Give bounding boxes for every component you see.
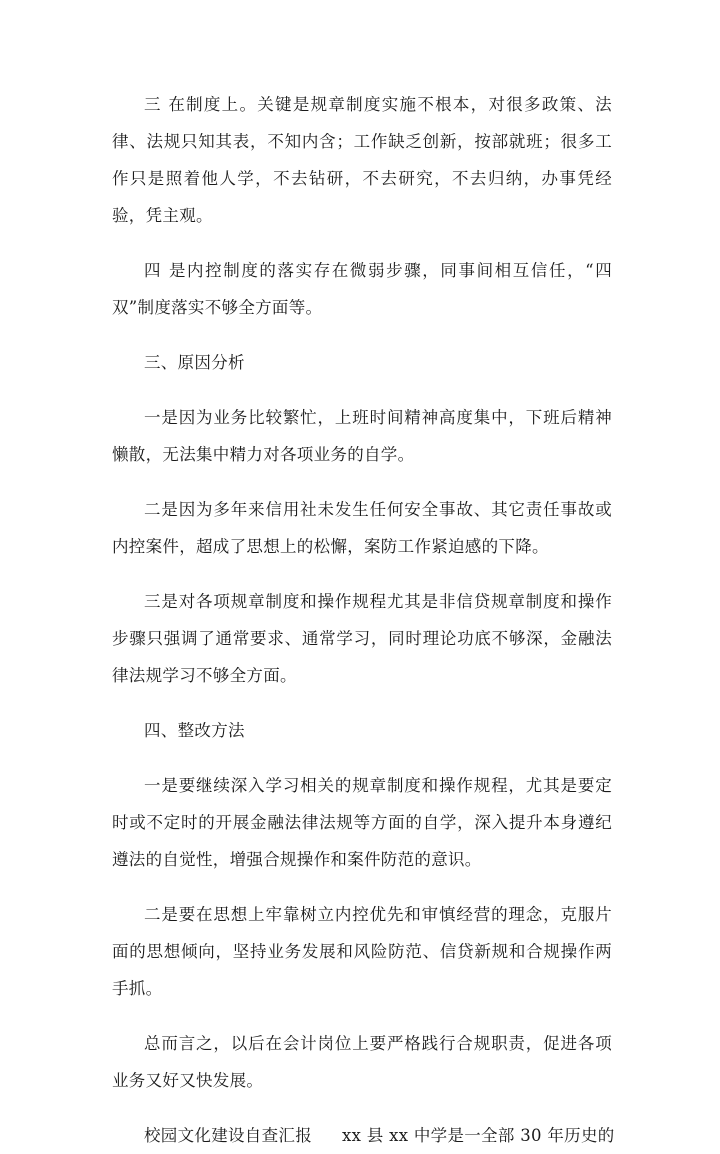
next-section-text: xx 县 xx 中学是一全部 30 年历史的 (342, 1126, 615, 1145)
paragraph-cause-3: 三是对各项规章制度和操作规程尤其是非信贷规章制度和操作步骤只强调了通常要求、通常学习，同时理论功底不够深，金融法律法规学习不够全方面。 (112, 592, 612, 685)
paragraph-summary: 总而言之，以后在会计岗位上要严格践行合规职责，促进各项业务又好又快发展。 (112, 1034, 612, 1090)
paragraph-cause-1: 一是因为业务比较繁忙，上班时间精神高度集中，下班后精神懒散，无法集中精力对各项业务的自学。 (112, 408, 612, 464)
next-section-title: 校园文化建设自查汇报 (144, 1126, 312, 1145)
paragraph-rectify-2: 二是要在思想上牢靠树立内控优先和审慎经营的理念，克服片面的思想倾向，坚持业务发展和风险防范、信贷新规和合规操作两手抓。 (112, 905, 612, 998)
paragraph-internal-control: 四 是内控制度的落实存在微弱步骤，同事间相互信任，“四双”制度落实不够全方面等。 (112, 261, 612, 317)
next-section-line (112, 1117, 615, 1154)
heading-rectification: 四、整改方法 (144, 721, 245, 740)
heading-cause-analysis: 三、原因分析 (144, 353, 245, 372)
paragraph-rectify-1: 一是要继续深入学习相关的规章制度和操作规程，尤其是要定时或不定时的开展金融法律法规等方面的自学，深入提升本身遵纪遵法的自觉性，增强合规操作和案件防范的意识。 (112, 776, 612, 869)
paragraph-institution: 三 在制度上。关键是规章制度实施不根本，对很多政策、法律、法规只知其表，不知内含；工作缺乏创新，按部就班；很多工作只是照着他人学，不去钻研，不去研究，不去归纳，办事凭经验，凭主观。 (112, 95, 612, 225)
paragraph-cause-2: 二是因为多年来信用社未发生任何安全事故、其它责任事故或内控案件，超成了思想上的松懈，案防工作紧迫感的下降。 (112, 500, 612, 556)
document-body (112, 86, 615, 1154)
